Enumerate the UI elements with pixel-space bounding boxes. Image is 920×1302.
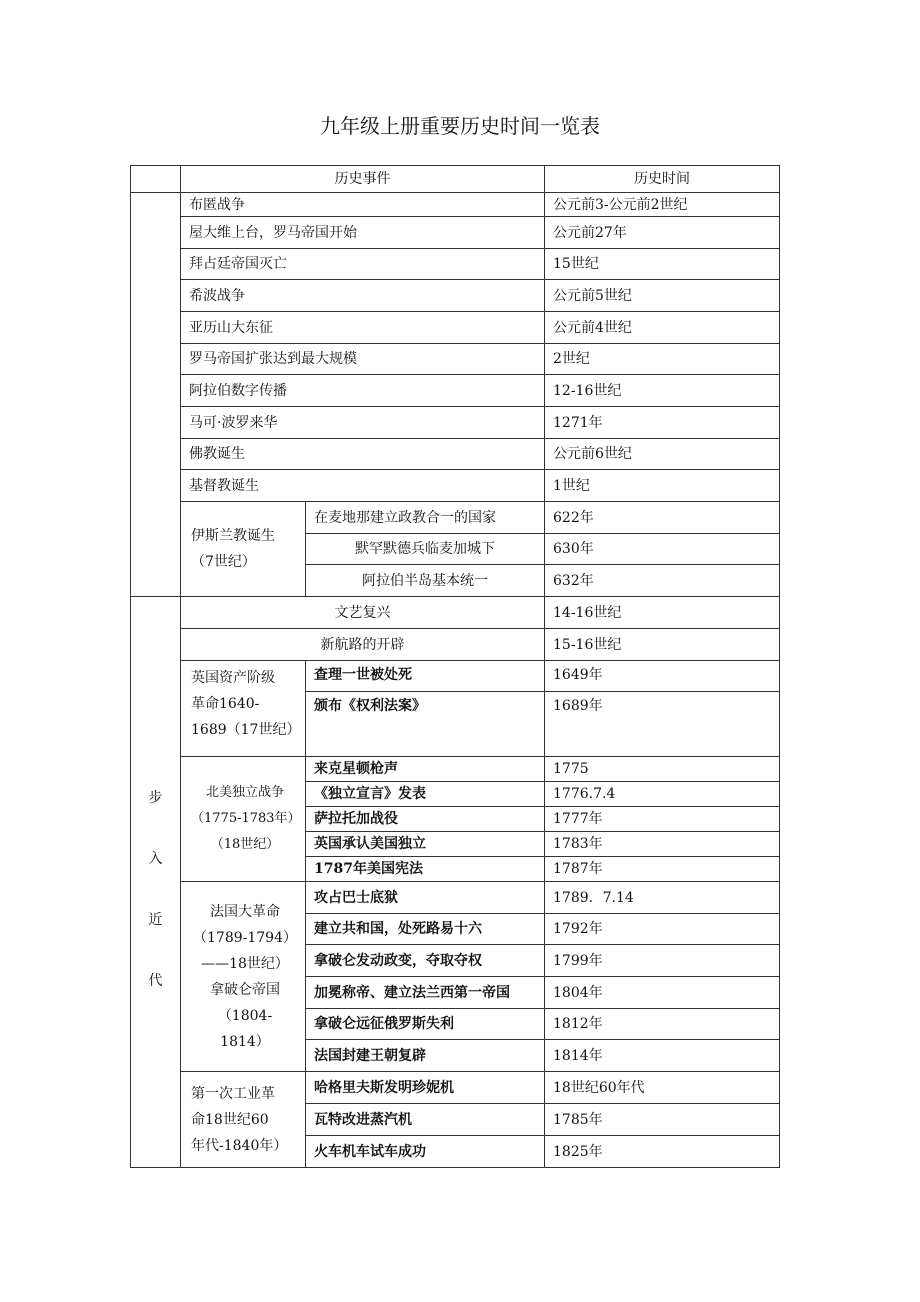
time-cell: 622年 xyxy=(545,502,780,534)
table-row xyxy=(131,470,780,502)
event-cell: 建立共和国，处死路易十六 xyxy=(306,914,545,945)
table-row xyxy=(131,1072,780,1104)
section-label-ancient xyxy=(131,193,181,597)
group-islam xyxy=(181,502,306,597)
time-cell: 公元前3-公元前2世纪 xyxy=(545,193,780,217)
time-cell: 公元前6世纪 xyxy=(545,439,780,470)
event-cell: 加冕称帝、建立法兰西第一帝国 xyxy=(306,977,545,1009)
time-cell: 1649年 xyxy=(545,661,780,692)
time-cell: 1777年 xyxy=(545,807,780,832)
event-cell: 《独立宣言》发表 xyxy=(306,782,545,807)
event-cell: 英国承认美国独立 xyxy=(306,832,545,857)
time-cell: 630年 xyxy=(545,534,780,565)
group-label-line: 伊斯兰教诞生 xyxy=(191,528,275,544)
table-row xyxy=(131,344,780,375)
group-label-line: ——18世纪） xyxy=(201,955,289,972)
event-cell: 文艺复兴 xyxy=(181,597,545,629)
time-cell: 632年 xyxy=(545,565,780,597)
table-row xyxy=(131,629,780,661)
group-label-line: 革命1640- xyxy=(191,696,260,712)
side-label-char: 近 xyxy=(148,912,163,928)
event-cell: 阿拉伯半岛基本统一 xyxy=(306,565,545,597)
event-cell: 亚历山大东征 xyxy=(181,312,545,344)
event-cell: 法国封建王朝复辟 xyxy=(306,1040,545,1072)
time-cell: 1775 xyxy=(545,757,780,782)
table-row xyxy=(131,502,780,534)
time-cell: 1世纪 xyxy=(545,470,780,502)
time-cell: 18世纪60年代 xyxy=(545,1072,780,1104)
side-label-char: 代 xyxy=(148,973,163,989)
time-cell: 公元前27年 xyxy=(545,217,780,249)
group-label-line: （1789-1794） xyxy=(193,929,297,946)
time-cell: 15世纪 xyxy=(545,249,780,280)
table-row xyxy=(131,661,780,692)
corner-cell xyxy=(131,166,181,193)
group-industrial xyxy=(181,1072,306,1168)
event-cell: 拜占廷帝国灭亡 xyxy=(181,249,545,280)
event-cell: 新航路的开辟 xyxy=(181,629,545,661)
event-cell: 马可·波罗来华 xyxy=(181,407,545,439)
event-cell: 瓦特改进蒸汽机 xyxy=(306,1104,545,1136)
time-cell: 1689年 xyxy=(545,692,780,757)
time-cell: 1787年 xyxy=(545,857,780,882)
group-label-line: 1689（17世纪） xyxy=(191,722,301,738)
event-cell: 阿拉伯数字传播 xyxy=(181,375,545,407)
group-label-line: （1775-1783年） xyxy=(191,811,301,826)
time-cell: 1812年 xyxy=(545,1009,780,1040)
group-label-line: 法国大革命 xyxy=(210,903,280,920)
event-cell: 哈格里夫斯发明珍妮机 xyxy=(306,1072,545,1104)
group-label-line: 英国资产阶级 xyxy=(191,670,275,686)
group-england xyxy=(181,661,306,757)
table-row xyxy=(131,280,780,312)
group-label-line: 1814） xyxy=(220,1033,270,1050)
event-cell: 布匿战争 xyxy=(181,193,545,217)
group-label-line: （1804- xyxy=(217,1007,273,1024)
header-time: 历史时间 xyxy=(545,166,780,193)
event-cell: 1787年美国宪法 xyxy=(306,857,545,882)
time-cell: 14-16世纪 xyxy=(545,597,780,629)
table-row xyxy=(131,882,780,914)
time-cell: 15-16世纪 xyxy=(545,629,780,661)
time-cell: 公元前5世纪 xyxy=(545,280,780,312)
time-cell: 1776.7.4 xyxy=(545,782,780,807)
time-cell: 公元前4世纪 xyxy=(545,312,780,344)
table-row xyxy=(131,193,780,217)
event-cell: 萨拉托加战役 xyxy=(306,807,545,832)
event-cell: 攻占巴士底狱 xyxy=(306,882,545,914)
event-cell: 屋大维上台，罗马帝国开始 xyxy=(181,217,545,249)
time-cell: 2世纪 xyxy=(545,344,780,375)
group-label-line: （18世纪） xyxy=(210,837,280,852)
event-cell: 默罕默德兵临麦加城下 xyxy=(306,534,545,565)
event-cell: 火车机车试车成功 xyxy=(306,1136,545,1168)
time-cell: 1814年 xyxy=(545,1040,780,1072)
event-cell: 希波战争 xyxy=(181,280,545,312)
header-event: 历史事件 xyxy=(181,166,545,193)
group-label-line: 第一次工业革 xyxy=(191,1085,275,1102)
section-label-modern xyxy=(131,597,181,1168)
event-cell: 基督教诞生 xyxy=(181,470,545,502)
side-label-char: 步 xyxy=(148,790,163,806)
event-cell: 拿破仑远征俄罗斯失利 xyxy=(306,1009,545,1040)
table-row xyxy=(131,757,780,782)
side-label-char: 入 xyxy=(148,851,163,867)
table-row xyxy=(131,407,780,439)
table-row xyxy=(131,249,780,280)
event-cell: 来克星顿枪声 xyxy=(306,757,545,782)
table-row xyxy=(131,597,780,629)
time-cell: 1792年 xyxy=(545,914,780,945)
time-cell: 1799年 xyxy=(545,945,780,977)
time-cell: 1804年 xyxy=(545,977,780,1009)
time-cell: 1825年 xyxy=(545,1136,780,1168)
time-cell: 1785年 xyxy=(545,1104,780,1136)
history-table xyxy=(130,165,780,1168)
event-cell: 查理一世被处死 xyxy=(306,661,545,692)
group-america xyxy=(181,757,306,882)
table-row xyxy=(131,217,780,249)
page-title: 九年级上册重要历史时间一览表 xyxy=(320,114,600,138)
group-label-line: 拿破仑帝国 xyxy=(210,981,280,998)
table-row xyxy=(131,375,780,407)
time-cell: 1789．7.14 xyxy=(545,882,780,914)
group-label-line: （7世纪） xyxy=(191,554,256,570)
group-france xyxy=(181,882,306,1072)
time-cell: 12-16世纪 xyxy=(545,375,780,407)
event-cell: 罗马帝国扩张达到最大规模 xyxy=(181,344,545,375)
group-label-line: 年代-1840年） xyxy=(191,1137,288,1154)
event-cell: 在麦地那建立政教合一的国家 xyxy=(306,502,545,534)
group-label-line: 命18世纪60 xyxy=(191,1111,269,1128)
event-cell: 颁布《权利法案》 xyxy=(306,692,545,757)
group-label-line: 北美独立战争 xyxy=(205,785,284,800)
event-cell: 拿破仑发动政变，夺取夺权 xyxy=(306,945,545,977)
event-cell: 佛教诞生 xyxy=(181,439,545,470)
time-cell: 1271年 xyxy=(545,407,780,439)
table-row xyxy=(131,312,780,344)
table-row xyxy=(131,439,780,470)
table-row xyxy=(131,166,780,193)
time-cell: 1783年 xyxy=(545,832,780,857)
